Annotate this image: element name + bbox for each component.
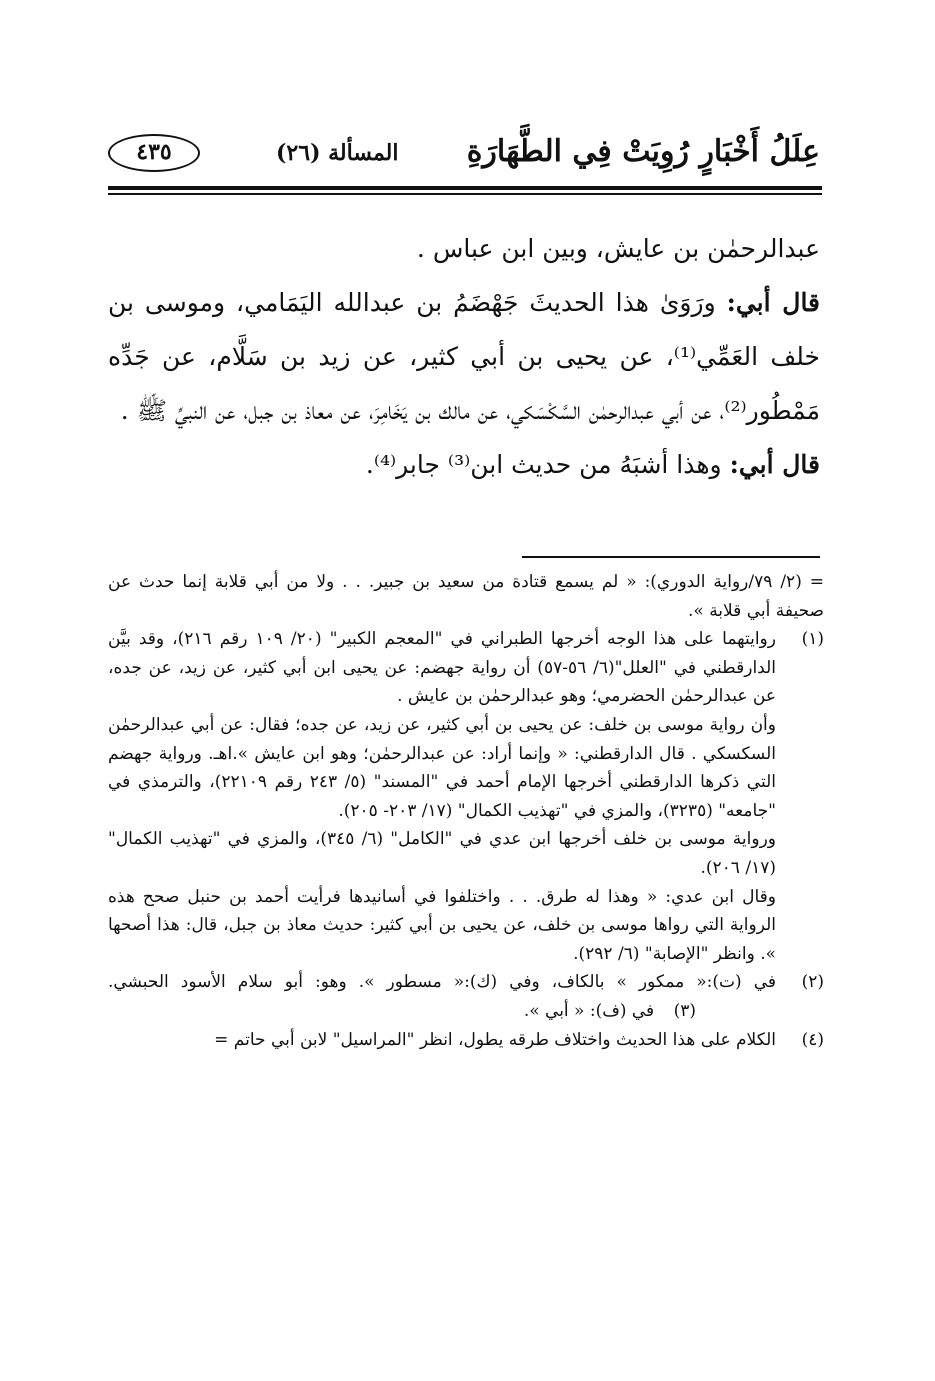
issue-label: المسألة (٢٦) [276, 140, 399, 166]
footnote-separator [522, 556, 820, 558]
footnote-4 [108, 1026, 824, 1055]
footnote-text: الكلام على هذا الحديث واختلاف طرقه يطول، انظر "المراسيل" لابن أبي حاتم = [214, 1029, 776, 1050]
footnote-2 [108, 968, 824, 1025]
text-line: عبدالرحمٰن بن عايش، وبين ابن عباس . [416, 234, 820, 263]
footnote-text: روايتهما على هذا الوجه أخرجها الطبراني في "المعجم الكبير" (٢٠/ ١٠٩ رقم ٢١٦)، وقد بيَّن الدارقطني في "العلل"(٦/ ٥٦-٥٧) أن رواية جهضم: عن يحيى ابن أبي كثير، عن زيد، عن جده، عن عبدالرحمٰن الحضرمي؛ وهو عبدالرحمٰن بن عايش . [108, 629, 776, 707]
book-title: عِلَلُ أَخْبَارٍ رُوِيَتْ فِي الطَّهَارَةِ [466, 134, 820, 169]
footnote-text: في (ف): « أبي ». [523, 1000, 655, 1021]
footnote-number: (١) [801, 629, 824, 650]
footnote-number: (٤) [801, 1029, 824, 1050]
footnote-text: وقال ابن عدي: « وهذا له طرق. . . واختلفوا في أسانيدها فرأيت أحمد بن حنبل صحح هذه الرواية التي رواها موسى بن خلف، عن يحيى بن أبي كثير: حديث معاذ بن جبل، قال: هذا أصحها ». وانظر "الإصابة" (٦/ ٢٩٢). [108, 886, 776, 964]
footnote-continuation: = (٢/ ٧٩/رواية الدوري): « لم يسمع قتادة من سعيد بن جبير. . . ولا من أبي قلابة إنما حدث عن صحيفة أبي قلابة ». [108, 572, 824, 621]
main-text [108, 222, 820, 492]
footnote-3 [524, 997, 696, 1026]
speaker-label: قال أبي: [726, 288, 821, 317]
paragraph [108, 276, 820, 438]
page-number-badge: ٤٣٥ [108, 134, 200, 172]
footnote-number: (٣) [673, 1000, 696, 1021]
footnote-text: ورواية موسى بن خلف أخرجها ابن عدي في "الكامل" (٦/ ٣٤٥)، والمزي في "تهذيب الكمال" (١٧/ ٢٠٦). [108, 829, 776, 878]
footnote-text: وأن رواية موسى بن خلف: عن يحيى بن أبي كثير، عن زيد، عن جده؛ فقال: عن أبي عبدالرحمٰن السكسكي . قال الدارقطني: « وإنما أراد: عن عبدالرحمٰن؛ وهو ابن عايش ».اهـ. ورواية جهضم التي ذكرها الدارقطني أخرجها الإمام أحمد في "المسند" (٥/ ٢٤٣ رقم ٢٢١٠٩)، والترمذي في "جامعه" (٣٢٣٥)، والمزي في "تهذيب الكمال" (١٧/ ٢٠٣- ٢٠٥). [108, 714, 776, 821]
footnote-number: (٢) [801, 972, 824, 993]
footnote-1 [108, 625, 824, 711]
footnotes [108, 568, 824, 1054]
paragraph-text: ورَوَىٰ هذا الحديثَ جَهْضَمُ بن عبدالله اليَمَامي، وموسى بن خلف العَمِّي⁽¹⁾، عن يحيى بن أبي كثير، عن زيد بن سَلَّام، عن جَدِّه مَمْطُور⁽²⁾، عن أبي عبدالرحمٰن السَّكْسَكي، عن مالك بن يَخَامِرَ، عن معاذ بن جبل، عن النبيِّ ﷺ . [108, 288, 820, 425]
paragraph-text: وهذا أشبَهُ من حديث ابن⁽³⁾ جابر⁽⁴⁾. [365, 450, 722, 479]
paragraph [108, 438, 820, 492]
footnote-text: في (ت):« ممكور » بالكاف، وفي (ك):« مسطور ». وهو: أبو سلام الأسود الحبشي. [108, 972, 776, 993]
speaker-label: قال أبي: [729, 450, 820, 479]
page-header [108, 128, 820, 184]
header-rule-thin [108, 193, 822, 195]
header-rule-thick [108, 186, 822, 190]
